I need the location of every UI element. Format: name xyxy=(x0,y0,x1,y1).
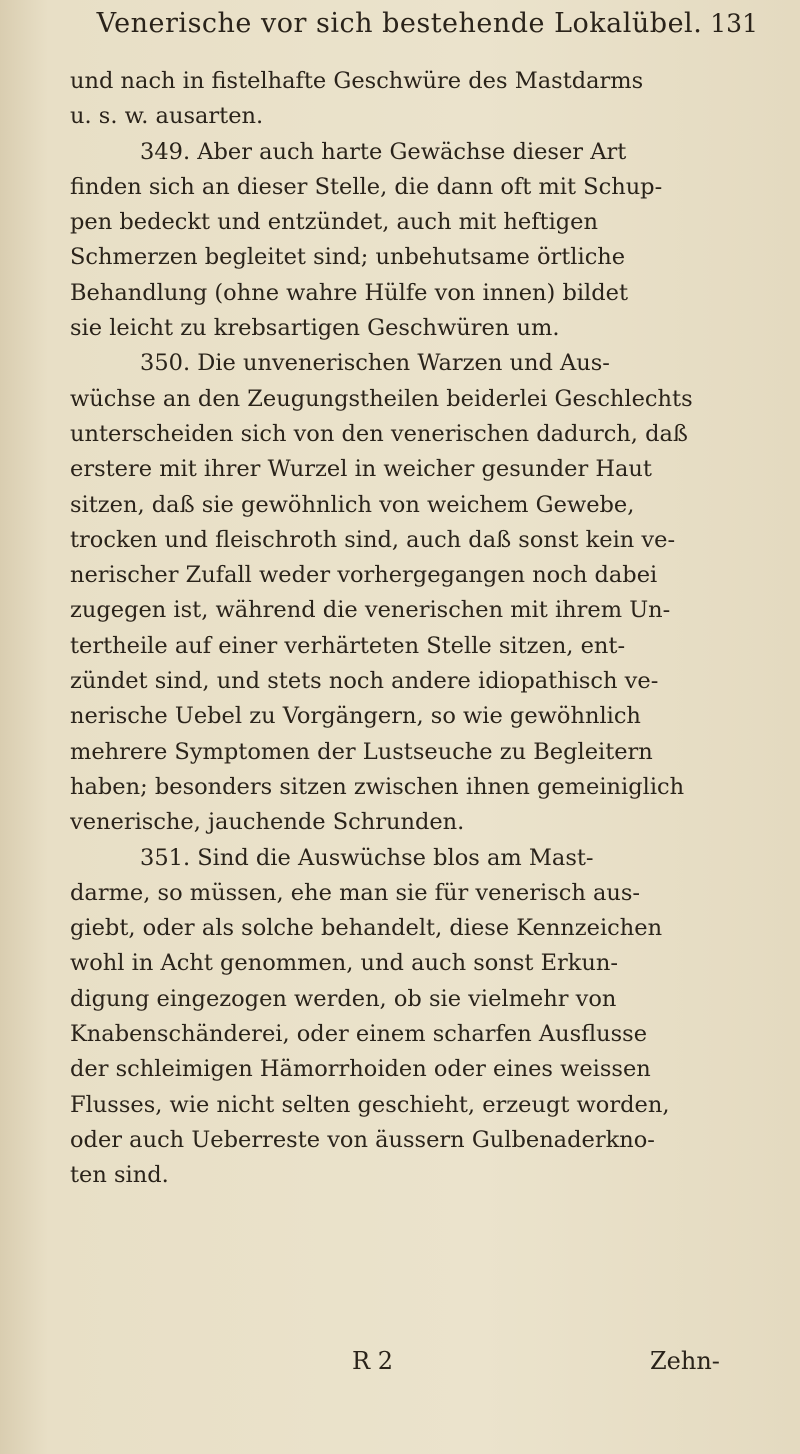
text-line: der schleimigen Hämorrhoiden oder eines weissen xyxy=(70,1056,651,1083)
text-line: nerischer Zufall weder vorhergegangen noch dabei xyxy=(70,562,658,589)
running-title: Venerische vor sich bestehende Lokalübel. xyxy=(96,8,703,39)
text-line: trocken und fleischroth sind, auch daß sonst kein ve- xyxy=(70,526,676,553)
text-line: zugegen ist, während die venerischen mit ihrem Un- xyxy=(70,597,671,624)
text-line: sitzen, daß sie gewöhnlich von weichem Gewebe, xyxy=(70,491,635,518)
text-line: Knabenschänderei, oder einem scharfen Ausflusse xyxy=(70,1021,648,1048)
text-line: pen bedeckt und entzündet, auch mit heftigen xyxy=(70,209,598,236)
text-line: und nach in fistelhafte Geschwüre des Mastdarms xyxy=(70,68,644,94)
text-line: wohl in Acht genommen, und auch sonst Erkun- xyxy=(70,950,618,977)
page-number: 131 xyxy=(710,9,758,38)
text-line: wüchse an den Zeugungstheilen beiderlei Geschlechts xyxy=(70,385,693,412)
body-text xyxy=(70,64,758,1194)
text-line: unterscheiden sich von den venerischen dadurch, daß xyxy=(70,420,688,447)
text-line: Schmerzen begleitet sind; unbehutsame örtliche xyxy=(70,244,626,271)
text-line: Behandlung (ohne wahre Hülfe von innen) bildet xyxy=(70,279,629,306)
text-line: finden sich an dieser Stelle, die dann oft mit Schup- xyxy=(70,173,663,200)
signature-mark: R 2 xyxy=(352,1347,393,1375)
text-line: darme, so müssen, ehe man sie für venerisch aus- xyxy=(70,879,641,906)
catchword: Zehn- xyxy=(650,1347,720,1375)
text-line: u. s. w. ausarten. xyxy=(70,103,264,130)
text-line: erstere mit ihrer Wurzel in weicher gesunder Haut xyxy=(70,456,652,483)
text-line: mehrere Symptomen der Lustseuche zu Begleitern xyxy=(70,738,653,765)
text-line: sie leicht zu krebsartigen Geschwüren um. xyxy=(70,315,560,342)
text-line: digung eingezogen werden, ob sie vielmehr von xyxy=(70,985,617,1012)
page-footer xyxy=(0,1347,800,1387)
text-line: nerische Uebel zu Vorgängern, so wie gewöhnlich xyxy=(70,703,641,730)
text-line: ten sind. xyxy=(70,1162,169,1189)
text-line: Flusses, wie nicht selten geschieht, erzeugt worden, xyxy=(70,1091,670,1118)
text-line: tertheile auf einer verhärteten Stelle sitzen, ent- xyxy=(70,632,626,659)
running-head xyxy=(70,8,758,64)
text-line: 349. Aber auch harte Gewächse dieser Art xyxy=(140,138,627,165)
text-line: oder auch Ueberreste von äussern Gulbenaderkno- xyxy=(70,1126,655,1153)
text-line: 351. Sind die Auswüchse blos am Mast- xyxy=(140,844,594,871)
text-line: venerische, jauchende Schrunden. xyxy=(70,809,465,836)
text-line: 350. Die unvenerischen Warzen und Aus- xyxy=(140,350,610,377)
text-line: zündet sind, und stets noch andere idiopathisch ve- xyxy=(70,668,659,695)
text-line: haben; besonders sitzen zwischen ihnen gemeiniglich xyxy=(70,773,685,800)
text-line: giebt, oder als solche behandelt, diese Kennzeichen xyxy=(70,915,663,942)
